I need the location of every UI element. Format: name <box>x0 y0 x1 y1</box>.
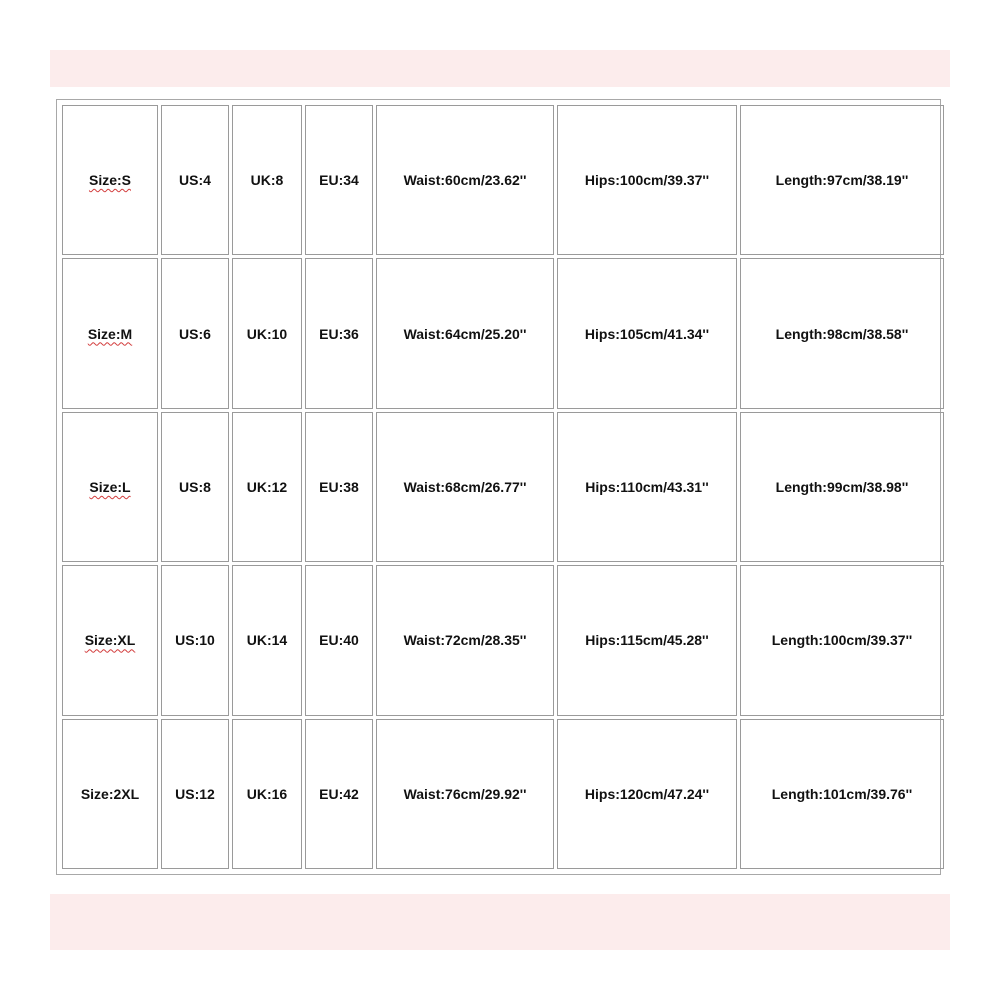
size-cell <box>62 105 158 255</box>
size-chart-frame <box>56 99 941 875</box>
us-size-cell: US:8 <box>161 412 229 562</box>
eu-size-cell: EU:40 <box>305 565 373 715</box>
waist-cell: Waist:72cm/28.35'' <box>376 565 554 715</box>
size-label: Size:2XL <box>80 785 140 802</box>
table-row <box>62 565 944 715</box>
length-cell: Length:100cm/39.37'' <box>740 565 944 715</box>
length-cell: Length:99cm/38.98'' <box>740 412 944 562</box>
size-cell <box>62 412 158 562</box>
eu-size-cell: EU:38 <box>305 412 373 562</box>
size-cell <box>62 258 158 408</box>
eu-size-cell: EU:34 <box>305 105 373 255</box>
eu-size-cell: EU:42 <box>305 719 373 869</box>
top-banner <box>50 50 950 87</box>
table-row <box>62 412 944 562</box>
us-size-cell: US:10 <box>161 565 229 715</box>
uk-size-cell: UK:14 <box>232 565 302 715</box>
uk-size-cell: UK:8 <box>232 105 302 255</box>
hips-cell: Hips:110cm/43.31'' <box>557 412 737 562</box>
hips-cell: Hips:105cm/41.34'' <box>557 258 737 408</box>
waist-cell: Waist:68cm/26.77'' <box>376 412 554 562</box>
us-size-cell: US:12 <box>161 719 229 869</box>
uk-size-cell: UK:16 <box>232 719 302 869</box>
size-label: Size:M <box>87 325 133 342</box>
size-chart-table <box>59 102 947 872</box>
us-size-cell: US:6 <box>161 258 229 408</box>
eu-size-cell: EU:36 <box>305 258 373 408</box>
size-cell <box>62 565 158 715</box>
size-label: Size:L <box>89 478 131 495</box>
length-cell: Length:101cm/39.76'' <box>740 719 944 869</box>
table-row <box>62 258 944 408</box>
us-size-cell: US:4 <box>161 105 229 255</box>
hips-cell: Hips:115cm/45.28'' <box>557 565 737 715</box>
size-label: Size:XL <box>84 632 136 649</box>
waist-cell: Waist:76cm/29.92'' <box>376 719 554 869</box>
size-label: Size:S <box>88 172 131 189</box>
uk-size-cell: UK:12 <box>232 412 302 562</box>
hips-cell: Hips:120cm/47.24'' <box>557 719 737 869</box>
length-cell: Length:97cm/38.19'' <box>740 105 944 255</box>
waist-cell: Waist:60cm/23.62'' <box>376 105 554 255</box>
waist-cell: Waist:64cm/25.20'' <box>376 258 554 408</box>
length-cell: Length:98cm/38.58'' <box>740 258 944 408</box>
hips-cell: Hips:100cm/39.37'' <box>557 105 737 255</box>
uk-size-cell: UK:10 <box>232 258 302 408</box>
bottom-banner <box>50 894 950 950</box>
table-row <box>62 105 944 255</box>
table-row <box>62 719 944 869</box>
size-cell <box>62 719 158 869</box>
